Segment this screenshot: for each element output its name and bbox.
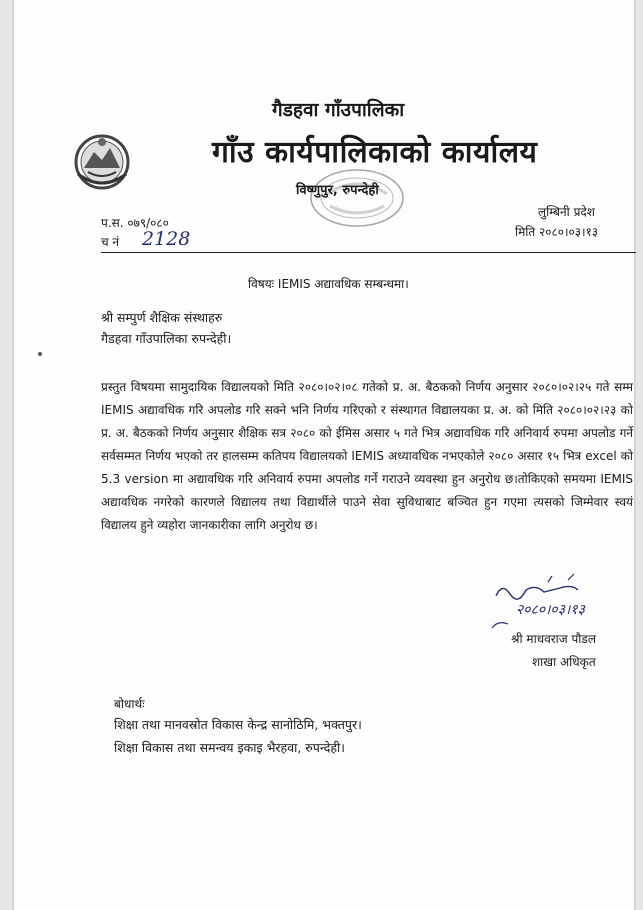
cc-line-2: शिक्षा विकास तथा समन्वय इकाइ भैरहवा, रुपन्देही। [114, 740, 345, 755]
header-divider [101, 252, 636, 253]
paper-speck [38, 352, 42, 356]
letter-date: मिति २०८०।०३।१३ [515, 225, 599, 239]
cc-heading: बोधार्थः [114, 697, 145, 711]
office-address: विष्णुपुर, रुपन्देही [296, 183, 379, 198]
cc-line-1: शिक्षा तथा मानवस्रोत विकास केन्द्र सानोठिमि, भक्तपुर। [114, 717, 362, 732]
signature-date: २०८०।०३।१३ [516, 602, 585, 618]
letter-body: प्रस्तुत विषयमा सामुदायिक विद्यालयको मिति २०८०।०२।०८ गतेको प्र. अ. बैठकको निर्णय अनुसार २०८०।०२।२५ गते सम्म IEMIS अद्यावधिक गरि अपलोड गरि सक्ने भनि निर्णय गरिएको र संस्थागत विद्यालयका प्र. अ. को मिति २०८०।०२।२३ को प्र. अ. बैठकको निर्णय अनुसार शैक्षिक सत्र २०८० को ईमिस असार ५ गते भित्र अद्यावधिक गरि अनिवार्य रुपमा अपलोड गर्ने सर्वसम्मत निर्णय भएको तर हालसम्म कतिपय विद्यालयको IEMIS अध्यावधिक नभएकोले २०८० असार १५ भित्र excel को 5.3 version मा अद्यावधिक गरि अनिवार्य रुपमा अपलोड गर्ने गराउने व्यवस्था हुन अनुरोध छ।तोकिएको समयमा IEMIS अद्यावधिक नगरेको कारणले विद्यालय तथा विद्यार्थीले पाउने सेवा सुविधाबाट बञ्चित हुन गएमा त्यसको जिम्मेवार स्वयं विद्यालय हुने व्यहोरा जानकारीका लागि अनुरोध छ। [101, 380, 633, 532]
chalani-label: च नं [101, 235, 120, 249]
subject-line: विषयः IEMIS अद्यावधिक सम्बन्धमा। [248, 277, 409, 291]
office-stamp-icon [302, 164, 412, 234]
chalani-number: 2128 [142, 228, 191, 250]
patra-sankhya: प.स. ०७९/०८० [101, 216, 169, 230]
office-title: गाँउ कार्यपालिकाको कार्यालय [212, 135, 538, 170]
recipient-line-1: श्री सम्पुर्ण शैक्षिक संस्थाहरु [101, 310, 223, 325]
signer-title: शाखा अधिकृत [532, 655, 596, 669]
province-name: लुम्बिनी प्रदेश [538, 205, 595, 219]
signer-name: श्री माधवराज पौडल [511, 632, 596, 646]
handwritten-signature [488, 574, 598, 630]
recipient-line-2: गैडहवा गाँउपालिका रुपन्देही। [101, 331, 232, 346]
nepal-emblem-icon [70, 128, 134, 192]
municipality-name: गैडहवा गाँउपालिका [272, 99, 405, 121]
